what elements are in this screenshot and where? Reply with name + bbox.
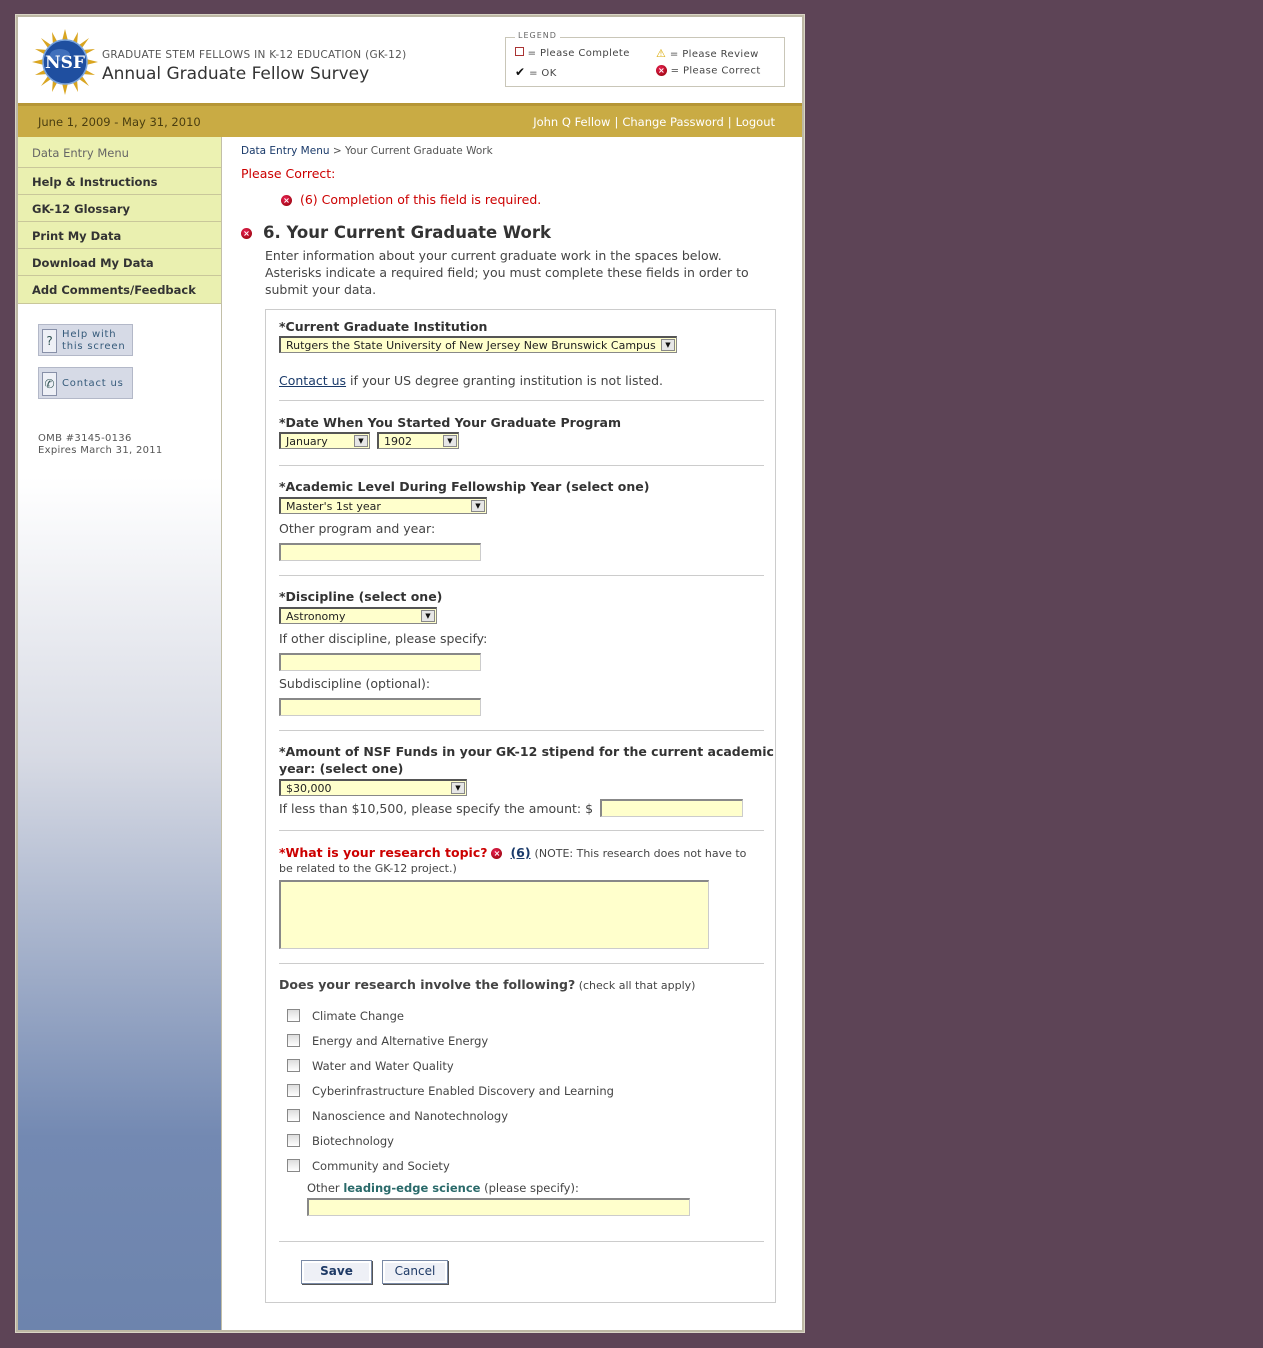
checkbox-row <box>287 1034 488 1048</box>
checkbox-label: Cyberinfrastructure Enabled Discovery and Learning <box>312 1084 614 1098</box>
start-date-label: *Date When You Started Your Graduate Program <box>279 415 621 430</box>
page-frame <box>16 15 804 1332</box>
subdiscipline-label: Subdiscipline (optional): <box>279 676 431 691</box>
legend-complete: = Please Complete <box>527 48 630 59</box>
reporting-period: June 1, 2009 - May 31, 2010 <box>38 115 201 129</box>
academic-level-label: *Academic Level During Fellowship Year (select one) <box>279 479 650 494</box>
nanoscience-checkbox[interactable] <box>287 1109 300 1122</box>
checkbox-label: Nanoscience and Nanotechnology <box>312 1109 509 1123</box>
checkbox-label: Energy and Alternative Energy <box>312 1034 489 1048</box>
discipline-value: Astronomy <box>286 610 346 623</box>
institution-help <box>279 373 663 388</box>
legend-ok: = OK <box>529 68 557 79</box>
legend <box>505 31 785 87</box>
chevron-down-icon: ▼ <box>471 500 485 512</box>
breadcrumb-data-entry-menu[interactable]: Data Entry Menu <box>241 145 330 157</box>
involve-hint: (check all that apply) <box>575 979 696 992</box>
chevron-down-icon: ▼ <box>443 435 457 447</box>
funds-value: $30,000 <box>286 782 332 795</box>
institution-label: *Current Graduate Institution <box>279 319 488 334</box>
academic-level-value: Master's 1st year <box>286 500 381 513</box>
change-password-link[interactable]: Change Password <box>622 115 724 129</box>
chevron-down-icon: ▼ <box>354 435 368 447</box>
checkbox-row <box>287 1059 454 1073</box>
checkbox-row <box>287 1134 394 1148</box>
error-icon: × <box>281 195 292 206</box>
funds-less-label: If less than $10,500, please specify the amount: $ <box>279 801 594 816</box>
water-checkbox[interactable] <box>287 1059 300 1072</box>
omb-info <box>38 433 163 457</box>
breadcrumb-separator: > <box>329 145 345 157</box>
divider <box>279 1241 764 1242</box>
institution-value: Rutgers the State University of New Jersey New Brunswick Campus <box>286 339 656 352</box>
divider <box>279 830 764 831</box>
program-name: GRADUATE STEM FELLOWS IN K-12 EDUCATION (GK-12) <box>102 49 407 61</box>
nsf-logo <box>32 29 98 95</box>
research-topic-note: (NOTE: This research does not have to <box>534 847 747 860</box>
checkbox-label: Water and Water Quality <box>312 1059 454 1073</box>
logo-text: NSF <box>45 53 85 73</box>
institution-help-text: if your US degree granting institution is not listed. <box>346 373 664 388</box>
help-with-screen-button[interactable] <box>38 324 133 356</box>
save-button[interactable]: Save <box>301 1260 372 1284</box>
checkbox-row <box>287 1159 450 1173</box>
involve-label: Does your research involve the following? <box>279 977 576 992</box>
errors-heading: Please Correct: <box>241 166 336 181</box>
phone-icon: ✆ <box>42 372 57 396</box>
divider <box>279 575 764 576</box>
other-discipline-label: If other discipline, please specify: <box>279 631 488 646</box>
error-icon: × <box>491 848 502 859</box>
funds-label-line2: year: (select one) <box>279 761 404 776</box>
user-links: John Q Fellow | Change Password | Logout <box>533 115 775 129</box>
academic-level-select[interactable] <box>279 497 487 514</box>
checkbox-row <box>287 1109 508 1123</box>
legend-caption: LEGEND <box>515 31 560 40</box>
help-btn-line1: Help with <box>62 329 117 340</box>
checkbox-label: Biotechnology <box>312 1134 394 1148</box>
omb-number: OMB #3145-0136 <box>38 433 132 444</box>
omb-expires: Expires March 31, 2011 <box>38 445 163 456</box>
divider <box>279 400 764 401</box>
date-user-bar <box>18 103 802 137</box>
divider <box>279 465 764 466</box>
discipline-select[interactable] <box>279 607 437 624</box>
help-icon: ? <box>42 329 57 353</box>
error-ref-link[interactable]: (6) <box>510 845 531 860</box>
funds-label-line1: *Amount of NSF Funds in your GK-12 stipend for the current academic <box>279 744 774 759</box>
contact-us-button[interactable] <box>38 367 133 399</box>
user-name-link[interactable]: John Q Fellow <box>533 115 611 129</box>
section-intro: Enter information about your current graduate work in the spaces below. Asterisks indicate a required field; you must complete these fields in order to submit your data. <box>265 248 749 297</box>
start-year-select[interactable] <box>377 432 459 449</box>
page-title: Annual Graduate Fellow Survey <box>102 64 370 84</box>
error-icon: × <box>657 66 666 75</box>
start-year-value: 1902 <box>384 435 412 448</box>
other-suffix: (please specify): <box>480 1181 579 1195</box>
research-topic-textarea[interactable] <box>279 880 709 949</box>
empty-box-icon <box>515 47 524 56</box>
involve-heading <box>279 977 695 992</box>
divider <box>279 963 764 964</box>
sidebar-menu-heading[interactable]: Data Entry Menu <box>18 137 221 168</box>
sidebar-item-download[interactable]: Download My Data <box>18 249 221 276</box>
main-content <box>222 137 802 1330</box>
sidebar-item-glossary[interactable]: GK-12 Glossary <box>18 195 221 222</box>
other-science-label <box>307 1181 579 1195</box>
other-program-label: Other program and year: <box>279 521 436 536</box>
start-month-value: January <box>286 435 328 448</box>
graduate-work-form <box>265 309 776 1303</box>
cyberinfrastructure-checkbox[interactable] <box>287 1084 300 1097</box>
error-message <box>281 192 541 207</box>
help-btn-line2: this screen <box>62 341 126 352</box>
other-program-input[interactable] <box>279 543 481 561</box>
chevron-down-icon: ▼ <box>661 339 675 351</box>
section-title: 6. Your Current Graduate Work <box>263 223 551 242</box>
contact-us-link[interactable]: Contact us <box>279 373 347 388</box>
contact-btn-label: Contact us <box>62 378 124 389</box>
warning-icon: ⚠ <box>656 47 667 60</box>
checkmark-icon: ✔ <box>515 65 526 79</box>
chevron-down-icon: ▼ <box>421 610 435 622</box>
other-discipline-input[interactable] <box>279 653 481 671</box>
checkbox-label: Community and Society <box>312 1159 450 1173</box>
climate-change-checkbox[interactable] <box>287 1009 300 1022</box>
community-checkbox[interactable] <box>287 1159 300 1172</box>
checkbox-row <box>287 1084 614 1098</box>
subdiscipline-input[interactable] <box>279 698 481 716</box>
research-topic-note-2: be related to the GK-12 project.) <box>279 862 457 875</box>
institution-select[interactable] <box>279 336 677 353</box>
checkbox-row <box>287 1009 404 1023</box>
other-prefix: Other <box>307 1181 344 1195</box>
breadcrumb-current: Your Current Graduate Work <box>345 145 493 157</box>
legend-correct: = Please Correct <box>670 65 761 77</box>
error-message-text: (6) Completion of this field is required. <box>299 192 542 207</box>
leading-edge-science-link[interactable]: leading-edge science <box>343 1181 481 1195</box>
start-month-select[interactable] <box>279 432 370 449</box>
section-error-icon: × <box>241 228 252 239</box>
logout-link[interactable]: Logout <box>735 115 775 129</box>
funds-amount-input[interactable] <box>600 799 743 817</box>
divider <box>279 730 764 731</box>
research-topic-label: *What is your research topic? <box>279 845 488 860</box>
research-topic-heading <box>279 845 746 860</box>
energy-checkbox[interactable] <box>287 1034 300 1047</box>
other-science-input[interactable] <box>307 1198 690 1216</box>
biotechnology-checkbox[interactable] <box>287 1134 300 1147</box>
breadcrumb <box>241 145 493 157</box>
discipline-label: *Discipline (select one) <box>279 589 443 604</box>
cancel-button[interactable]: Cancel <box>382 1260 448 1284</box>
funds-select[interactable] <box>279 779 467 796</box>
sidebar-item-help[interactable]: Help & Instructions <box>18 168 221 195</box>
legend-review: = Please Review <box>669 49 759 60</box>
checkbox-label: Climate Change <box>312 1009 404 1023</box>
sidebar-item-feedback[interactable]: Add Comments/Feedback <box>18 276 221 304</box>
sidebar <box>18 137 222 1330</box>
header <box>18 17 802 103</box>
chevron-down-icon: ▼ <box>451 782 465 794</box>
sidebar-item-print[interactable]: Print My Data <box>18 222 221 249</box>
